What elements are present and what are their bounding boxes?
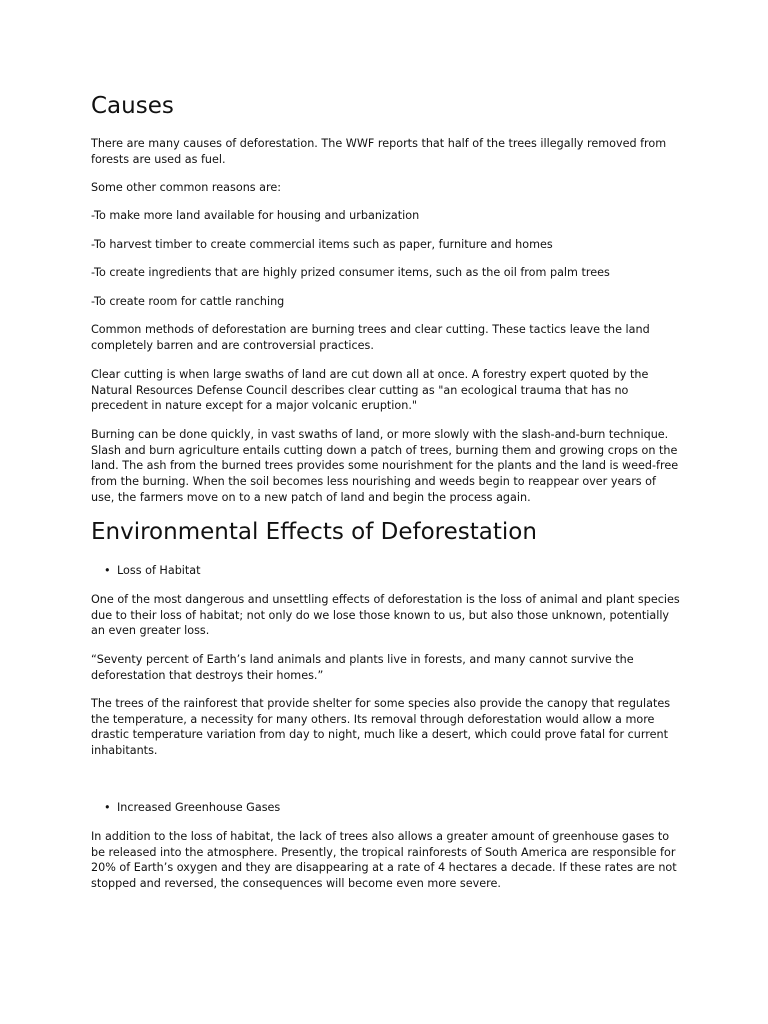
greenhouse-paragraph: In addition to the loss of habitat, the lack of trees also allows a greater amount of greenhouse gases to be released into the atmosphere. Presently, the tropical rainforests of South America are responsible for 20% of Earth’s oxygen and they are disappearing at a rate of 4 hectares a decade. If these rates are not stopped and reversed, the consequences will become even more severe. xyxy=(91,830,677,891)
greenhouse-bullet-item xyxy=(104,800,281,815)
effects-heading: Environmental Effects of Deforestation xyxy=(91,519,537,545)
methods-paragraph: Common methods of deforestation are burning trees and clear cutting. These tactics leave the land completely barren and are controversial practices. xyxy=(91,323,650,352)
habitat-bullet-label: Loss of Habitat xyxy=(117,564,201,577)
reason-item: -To make more land available for housing and urbanization xyxy=(91,209,420,222)
burning-paragraph: Burning can be done quickly, in vast swaths of land, or more slowly with the slash-and-burn technique. Slash and burn agriculture entails cutting down a patch of trees, burning them and growing crops on the land. The ash from the burned trees provides some nourishment for the plants and the land is weed-free from the burning. When the soil becomes less nourishing and weeds begin to reappear over years of use, the farmers move on to a new patch of land and begin the process again. xyxy=(91,428,679,504)
reason-item: -To create room for cattle ranching xyxy=(91,295,285,308)
causes-intro-paragraph: There are many causes of deforestation. The WWF reports that half of the trees illegally removed from forests are used as fuel. xyxy=(91,137,667,166)
habitat-paragraph: One of the most dangerous and unsettling effects of deforestation is the loss of animal and plant species due to their loss of habitat; not only do we lose those known to us, but also those unknown, potentially an even greater loss. xyxy=(91,593,680,638)
reason-item: -To harvest timber to create commercial items such as paper, furniture and homes xyxy=(91,238,553,251)
reasons-intro-paragraph: Some other common reasons are: xyxy=(91,181,282,194)
habitat-bullet-item xyxy=(104,563,201,578)
greenhouse-bullet-label: Increased Greenhouse Gases xyxy=(117,801,281,814)
habitat-quote: “Seventy percent of Earth’s land animals and plants live in forests, and many cannot survive the deforestation that destroys their homes.” xyxy=(91,653,634,682)
bullet-marker: • xyxy=(104,801,111,814)
clear-cutting-paragraph: Clear cutting is when large swaths of land are cut down all at once. A forestry expert quoted by the Natural Resources Defense Council describes clear cutting as "an ecological trauma that has no precedent in nature except for a major volcanic eruption." xyxy=(91,368,649,413)
reason-item: -To create ingredients that are highly prized consumer items, such as the oil from palm trees xyxy=(91,266,610,279)
canopy-paragraph: The trees of the rainforest that provide shelter for some species also provide the canopy that regulates the temperature, a necessity for many others. Its removal through deforestation would allow a more drastic temperature variation from day to night, much like a desert, which could prove fatal for current inhabitants. xyxy=(91,697,671,758)
bullet-marker: • xyxy=(104,564,111,577)
causes-heading: Causes xyxy=(91,93,174,119)
